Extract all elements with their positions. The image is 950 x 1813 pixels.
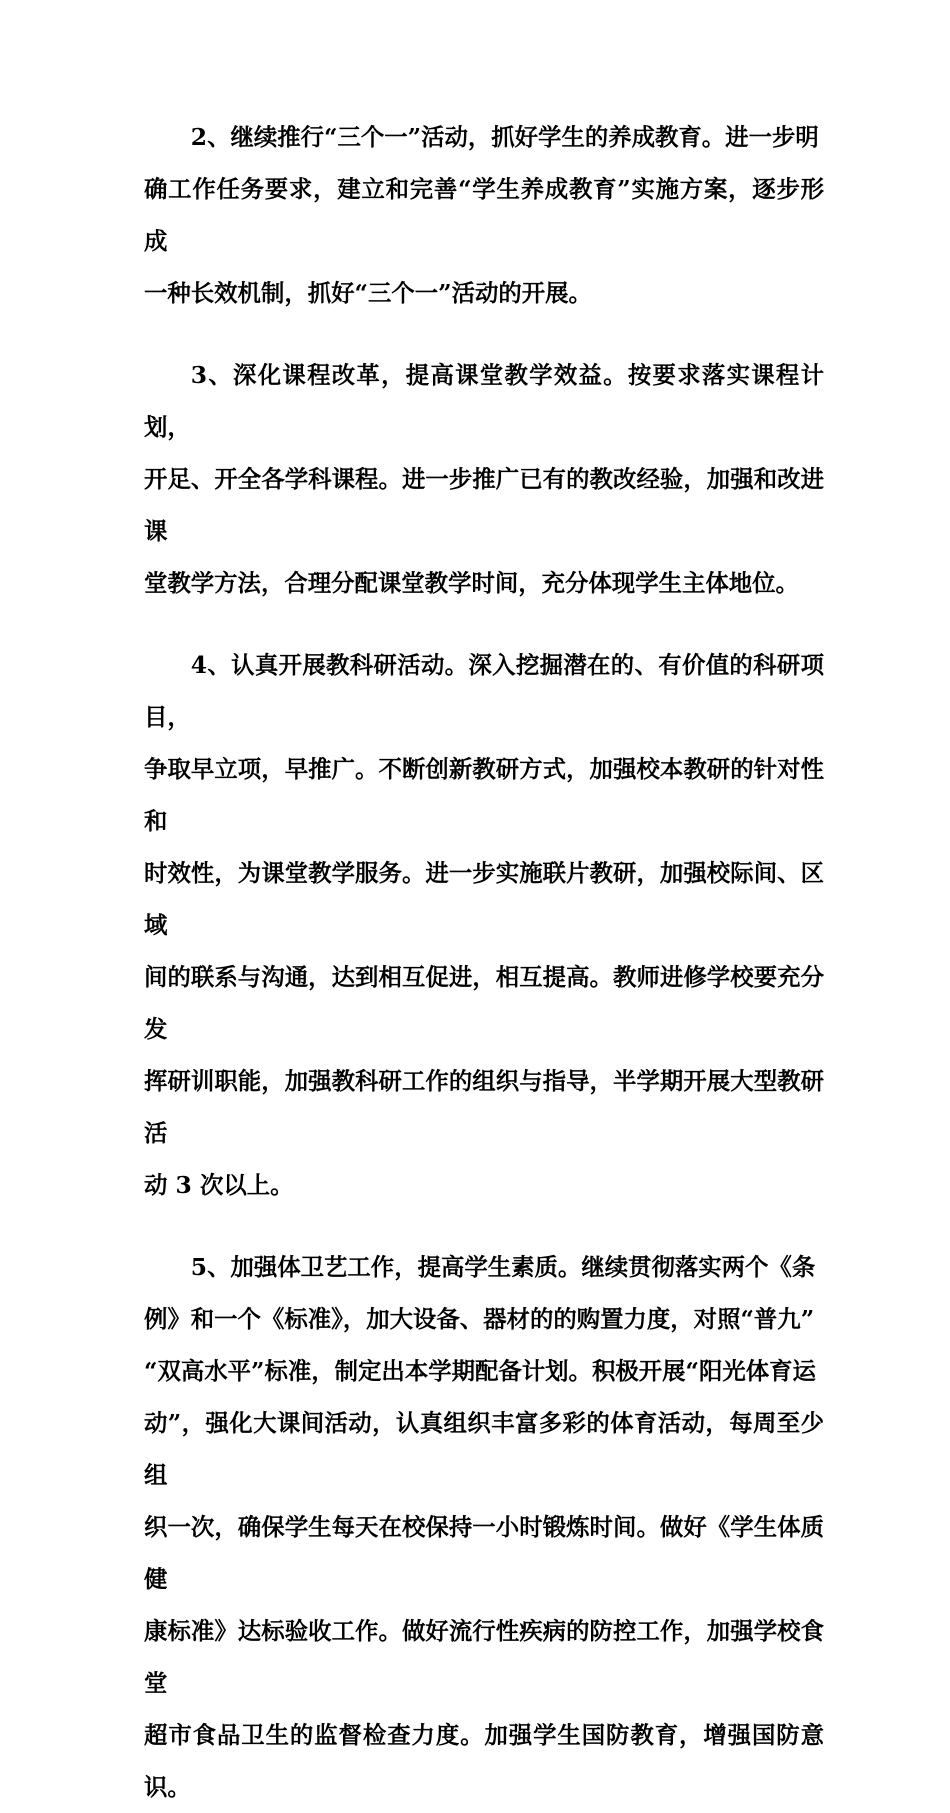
paragraph-line: 开足、开全各学科课程。进一步推广已有的教改经验，加强和改进课	[144, 465, 824, 545]
paragraph-line: 挥研训职能，加强教科研工作的组织与指导，半学期开展大型教研活	[144, 1067, 824, 1147]
paragraph-line: 超市食品卫生的监督检查力度。加强学生国防教育，增强国防意识。	[144, 1721, 824, 1801]
paragraph-4	[144, 639, 824, 1211]
paragraph-line: 确工作任务要求，建立和完善“学生养成教育”实施方案，逐步形成	[144, 175, 824, 255]
paragraph-line: 3、深化课程改革，提高课堂教学效益。按要求落实课程计划，	[144, 361, 824, 441]
paragraph-line: 2、继续推行“三个一”活动，抓好学生的养成教育。进一步明	[190, 123, 819, 151]
paragraph-line: 4、认真开展教科研活动。深入挖掘潜在的、有价值的科研项目，	[144, 651, 824, 731]
paragraph-line: 争取早立项，早推广。不断创新教研方式，加强校本教研的针对性和	[144, 755, 824, 835]
paragraph-line: 堂教学方法，合理分配课堂教学时间，充分体现学生主体地位。	[144, 569, 799, 597]
paragraph-line: 动”，强化大课间活动，认真组织丰富多彩的体育活动，每周至少组	[144, 1409, 824, 1489]
paragraph-2	[144, 111, 824, 319]
paragraph-line: 时效性，为课堂教学服务。进一步实施联片教研，加强校际间、区域	[144, 859, 824, 939]
paragraph-line: “双高水平”标准，制定出本学期配备计划。积极开展“阳光体育运	[144, 1357, 816, 1385]
document-body	[144, 111, 824, 1813]
paragraph-line: 5、加强体卫艺工作，提高学生素质。继续贯彻落实两个《条	[190, 1253, 816, 1281]
paragraph-line: 间的联系与沟通，达到相互促进，相互提高。教师进修学校要充分发	[144, 963, 824, 1043]
paragraph-3	[144, 349, 824, 609]
paragraph-line: 例》和一个《标准》，加大设备、器材的的购置力度，对照“普九”	[144, 1305, 815, 1333]
paragraph-line: 动 3 次以上。	[144, 1171, 294, 1199]
paragraph-5	[144, 1241, 824, 1813]
paragraph-line: 一种长效机制，抓好“三个一”活动的开展。	[144, 279, 592, 307]
paragraph-line: 织一次，确保学生每天在校保持一小时锻炼时间。做好《学生体质健	[144, 1513, 824, 1593]
paragraph-line: 康标准》达标验收工作。做好流行性疾病的防控工作，加强学校食堂	[144, 1617, 824, 1697]
